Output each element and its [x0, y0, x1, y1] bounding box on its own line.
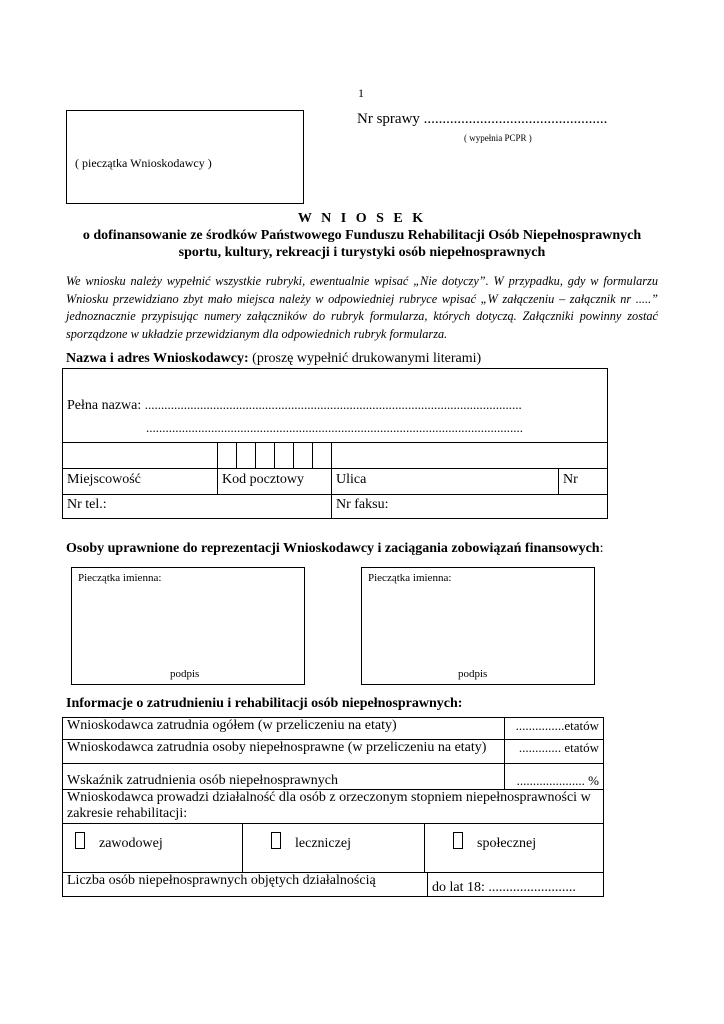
applicant-section-title [66, 351, 481, 367]
fax-label: Nr faksu: [336, 497, 389, 512]
grid-cell [63, 443, 218, 469]
full-name-cell[interactable] [63, 369, 608, 443]
persons-covered-value[interactable]: do lat 18: ......................... [428, 873, 604, 897]
postal-code-cell[interactable] [218, 469, 332, 495]
disabled-employment-label: Wnioskodawca zatrudnia osoby niepełnosprawne (w przeliczeniu na etaty) [67, 740, 487, 755]
representative-stamp-label-2: Pieczątka imienna: [368, 572, 452, 584]
applicant-stamp-label: ( pieczątka Wnioskodawcy ) [75, 156, 212, 170]
option-social-label: społecznej [477, 836, 537, 851]
form-subtitle-line2: sportu, kultury, rekreacji i turystyki osób niepełnosprawnych [178, 245, 546, 260]
page-number: 1 [358, 86, 364, 100]
option-social[interactable] [425, 824, 603, 872]
phone-label: Nr tel.: [67, 497, 107, 512]
postal-digit-box[interactable] [275, 443, 294, 469]
form-title: W N I O S E K [297, 211, 427, 226]
city-label: Miejscowość [67, 472, 141, 487]
persons-covered-label-cell [63, 873, 428, 897]
grid-cell [332, 443, 608, 469]
case-number-dots: ................................................. [423, 111, 608, 127]
representatives-section-title [66, 541, 603, 557]
total-employment-value[interactable]: ...............etatów [505, 718, 604, 740]
disabled-employment-value[interactable]: ............. etatów [505, 740, 604, 764]
postal-digit-box[interactable] [294, 443, 313, 469]
street-label: Ulica [336, 472, 367, 487]
checkbox-vocational[interactable] [75, 832, 85, 849]
checkbox-medical[interactable] [271, 832, 281, 849]
representatives-section-colon: : [599, 541, 604, 556]
representative-signature-label-1: podpis [170, 668, 200, 680]
employment-ratio-label: Wskaźnik zatrudnienia osób niepełnosprawnych [67, 773, 338, 788]
postal-digit-box[interactable] [237, 443, 256, 469]
applicant-address-table [62, 368, 608, 519]
option-medical-label: leczniczej [295, 836, 351, 851]
employment-table [62, 717, 604, 897]
case-number-note: ( wypełnia PCPR ) [464, 133, 532, 143]
full-name-dots-line2: .................................................................................................................... [146, 420, 523, 435]
employment-ratio-value[interactable]: ..................... % [505, 764, 604, 790]
disabled-employment-label-cell [63, 740, 505, 764]
postal-code-label: Kod pocztowy [222, 472, 305, 487]
instructions-paragraph: We wniosku należy wypełnić wszystkie rubryki, ewentualnie wpisać „Nie dotyczy”. W przypadku, gdy w formularzu Wniosku przewidziano zbyt mało miejsca należy w odpowiedniej rubryce wpisać „W załączeniu – załącznik nr .....” jednoznacznie przypisując numery załączników do rubryk formularza, których dotyczą. Załączniki powinny zostać sporządzone w układzie przewidzianym dla odpowiednich rubryk formularza. [66, 274, 658, 342]
postal-digit-box[interactable] [313, 443, 332, 469]
house-number-label: Nr [563, 472, 578, 487]
applicant-section-note: (proszę wypełnić drukowanymi literami) [252, 351, 482, 366]
postal-digit-box[interactable] [218, 443, 237, 469]
postal-digit-box[interactable] [256, 443, 275, 469]
employment-section-title: Informacje o zatrudnieniu i rehabilitacji osób niepełnosprawnych: [66, 696, 463, 711]
house-number-cell[interactable] [559, 469, 608, 495]
option-vocational[interactable] [63, 824, 243, 872]
applicant-section-heading: Nazwa i adres Wnioskodawcy: [66, 351, 249, 366]
city-cell[interactable] [63, 469, 218, 495]
representative-signature-label-2: podpis [458, 668, 488, 680]
persons-covered-label: Liczba osób niepełnosprawnych objętych działalnością [67, 873, 376, 888]
representatives-section-heading: Osoby uprawnione do reprezentacji Wnioskodawcy i zaciągania zobowiązań finansowych [66, 541, 600, 556]
employment-ratio-label-cell [63, 764, 505, 790]
phone-cell[interactable] [63, 495, 332, 519]
case-number-label: Nr sprawy [357, 111, 420, 127]
rehabilitation-activity-label: Wnioskodawca prowadzi działalność dla osób z orzeczonym stopniem niepełnosprawności w zakresie rehabilitacji: [63, 790, 604, 824]
fax-cell[interactable] [332, 495, 608, 519]
case-number-field[interactable] [357, 111, 607, 128]
total-employment-label: Wnioskodawca zatrudnia ogółem (w przeliczeniu na etaty) [67, 718, 397, 733]
form-subtitle-line1: o dofinansowanie ze środków Państwowego Funduszu Rehabilitacji Osób Niepełnosprawnych [82, 228, 642, 243]
rehabilitation-options-cell [63, 824, 604, 873]
representative-stamp-label-1: Pieczątka imienna: [78, 572, 162, 584]
option-medical[interactable] [243, 824, 425, 872]
total-employment-label-cell [63, 718, 505, 740]
street-cell[interactable] [332, 469, 559, 495]
option-vocational-label: zawodowej [99, 836, 163, 851]
full-name-dots: .................................................................................................................... [144, 397, 522, 412]
checkbox-social[interactable] [453, 832, 463, 849]
full-name-label: Pełna nazwa: [67, 398, 142, 413]
